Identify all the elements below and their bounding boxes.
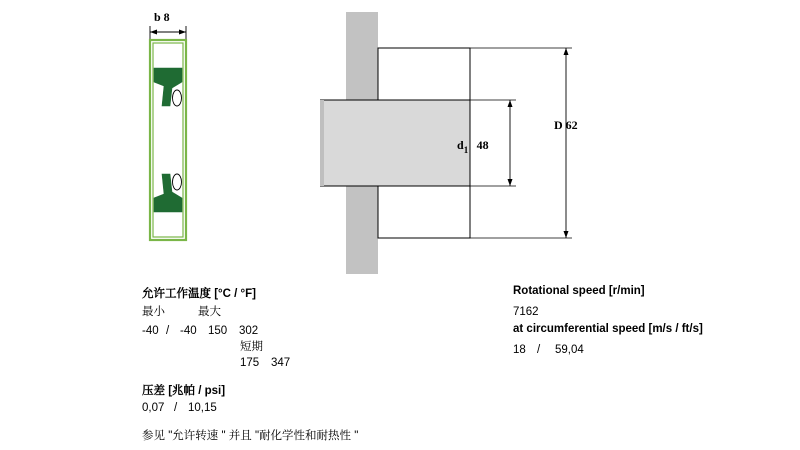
temperature-min-header: 最小: [142, 306, 165, 318]
pressure-psi: 10,15: [188, 402, 217, 414]
temperature-max-c: 150: [208, 325, 228, 337]
assembly-drawing: [320, 8, 600, 278]
rotational-speed-title: Rotational speed [r/min]: [513, 285, 645, 297]
temperature-title: 允许工作温度 [°C / °F]: [142, 288, 256, 300]
garter-spring-upper: [173, 90, 182, 106]
bore-symbol: d: [457, 138, 464, 152]
bore-value: 48: [476, 138, 489, 152]
circumferential-speed-block: [513, 323, 703, 335]
temperature-max-header: 最大: [198, 306, 221, 318]
footnote: 参见 "允许转速 " 并且 "耐化学性和耐热性 ": [142, 430, 359, 442]
temperature-short-c: 175: [240, 357, 260, 369]
rotational-speed-block: [513, 285, 645, 297]
shaft: [320, 100, 470, 186]
seal-section-svg: [120, 10, 320, 270]
d-dimension: [564, 48, 569, 238]
temperature-min-f: -40: [180, 325, 197, 337]
width-dimension: [150, 26, 186, 40]
pressure-separator: /: [174, 402, 178, 414]
d1-dimension: [508, 100, 513, 186]
seal-cross-section-drawing: [120, 10, 320, 270]
circumferential-speed-fts: 59,04: [555, 344, 584, 356]
temperature-min-separator: /: [166, 325, 170, 337]
bore-subscript: 1: [463, 145, 469, 156]
circumferential-speed-title: at circumferential speed [m/s / ft/s]: [513, 323, 703, 335]
circumferential-speed-values: [513, 342, 601, 358]
temperature-short-term-values: [240, 355, 311, 371]
garter-spring-lower: [173, 174, 182, 190]
temperature-values-row: [142, 323, 279, 339]
temperature-block: [142, 285, 256, 301]
shaft-edge: [320, 100, 324, 186]
pressure-title: 压差 [兆帕 / psi]: [142, 385, 226, 397]
bore-diameter-label: [457, 136, 489, 155]
temperature-max-f: 302: [239, 325, 259, 337]
temperature-short-term-label: 短期: [240, 341, 263, 353]
circumferential-speed-ms: 18: [513, 344, 526, 356]
pressure-mpa: 0,07: [142, 402, 165, 414]
rotational-speed-value: 7162: [513, 306, 539, 318]
temperature-min-c: -40: [142, 325, 159, 337]
circumferential-speed-separator: /: [537, 344, 541, 356]
outer-diameter-label: D 62: [554, 118, 578, 132]
pressure-values-row: [142, 400, 234, 416]
pressure-block: [142, 382, 225, 398]
temperature-short-f: 347: [271, 357, 291, 369]
width-dimension-label: b 8: [154, 10, 170, 24]
temperature-column-headers: [142, 304, 238, 320]
